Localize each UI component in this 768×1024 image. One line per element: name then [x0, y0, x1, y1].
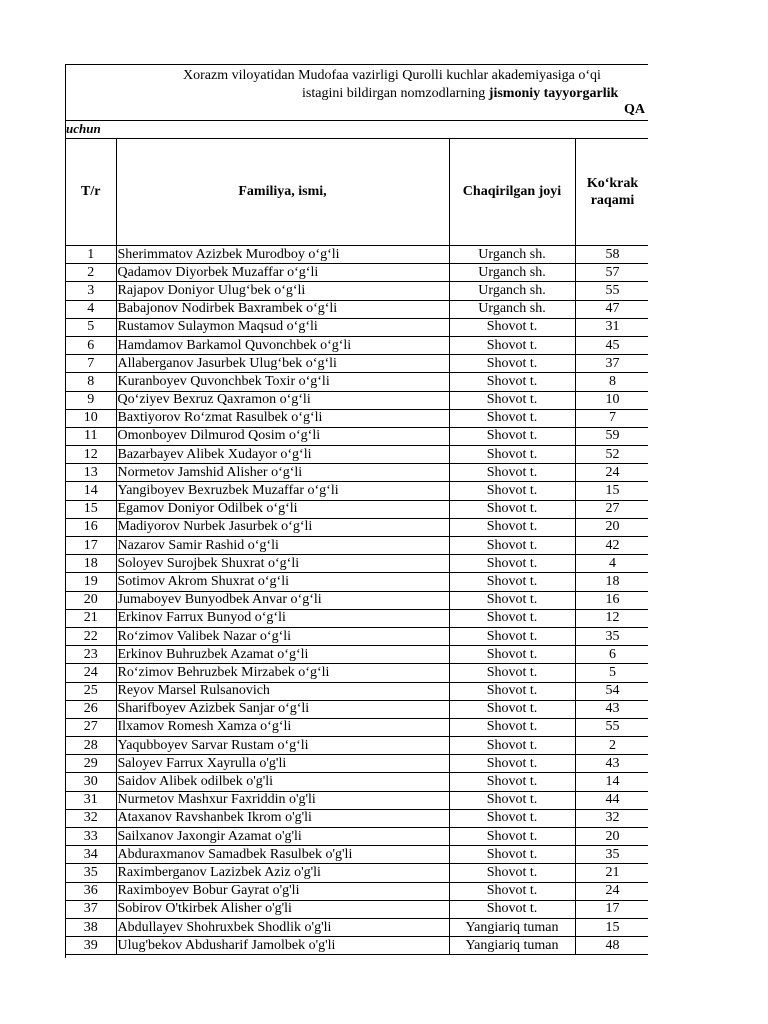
candidate-name: Jumaboyev Bunyodbek Anvar o‘g‘li	[116, 591, 449, 609]
row-number: 25	[66, 682, 116, 700]
table-row	[66, 937, 648, 955]
candidate-name: Sherimmatov Azizbek Murodboy o‘g‘li	[116, 246, 449, 264]
candidate-name: Kuranboyev Quvonchbek Toxir o‘g‘li	[116, 373, 449, 391]
column-header-chest-number	[575, 139, 648, 246]
table-row	[66, 427, 648, 445]
title-line-2-bold: jismoniy tayyorgarlik	[488, 86, 619, 101]
row-number: 18	[66, 555, 116, 573]
candidate-name: Allaberganov Jasurbek Ulug‘bek o‘g‘li	[116, 355, 449, 373]
candidate-name: Rajapov Doniyor Ulug‘bek o‘g‘li	[116, 282, 449, 300]
call-up-place: Shovot t.	[449, 609, 575, 627]
call-up-place: Shovot t.	[449, 555, 575, 573]
title-line-2	[302, 85, 618, 103]
chest-number: 7	[575, 409, 648, 427]
row-number: 4	[66, 300, 116, 318]
candidates-table	[66, 138, 648, 955]
table-row	[66, 446, 648, 464]
chest-number: 20	[575, 828, 648, 846]
chest-number: 14	[575, 773, 648, 791]
row-number: 11	[66, 427, 116, 445]
candidate-name: Raximboyev Bobur Gayrat o'g'li	[116, 882, 449, 900]
column-header-place: Chaqirilgan joyi	[449, 139, 575, 246]
row-number: 24	[66, 664, 116, 682]
row-number: 12	[66, 446, 116, 464]
chest-number: 32	[575, 809, 648, 827]
column-header-number: T/r	[66, 139, 116, 246]
chest-number: 54	[575, 682, 648, 700]
call-up-place: Shovot t.	[449, 336, 575, 354]
call-up-place: Urganch sh.	[449, 300, 575, 318]
chest-number: 59	[575, 427, 648, 445]
row-number: 2	[66, 264, 116, 282]
call-up-place: Shovot t.	[449, 391, 575, 409]
row-number: 31	[66, 791, 116, 809]
chest-number: 15	[575, 482, 648, 500]
call-up-place: Shovot t.	[449, 809, 575, 827]
column-header-name: Familiya, ismi,	[116, 139, 449, 246]
candidate-name: Saloyev Farrux Xayrulla o'g'li	[116, 755, 449, 773]
row-number: 36	[66, 882, 116, 900]
table-row	[66, 464, 648, 482]
chest-number: 47	[575, 300, 648, 318]
table-row	[66, 246, 648, 264]
candidate-name: Erkinov Buhruzbek Azamat o‘g‘li	[116, 646, 449, 664]
table-row	[66, 791, 648, 809]
table-row	[66, 682, 648, 700]
subtitle-uchun: uchun	[66, 121, 101, 136]
table-row	[66, 700, 648, 718]
row-number: 32	[66, 809, 116, 827]
call-up-place: Shovot t.	[449, 773, 575, 791]
row-number: 22	[66, 627, 116, 645]
table-body	[66, 246, 648, 955]
row-number: 10	[66, 409, 116, 427]
call-up-place: Shovot t.	[449, 464, 575, 482]
chest-number: 5	[575, 664, 648, 682]
call-up-place: Shovot t.	[449, 409, 575, 427]
candidate-name: Madiyorov Nurbek Jasurbek o‘g‘li	[116, 518, 449, 536]
table-row	[66, 882, 648, 900]
table-row	[66, 591, 648, 609]
call-up-place: Shovot t.	[449, 664, 575, 682]
call-up-place: Yangiariq tuman	[449, 937, 575, 955]
row-number: 13	[66, 464, 116, 482]
row-number: 17	[66, 537, 116, 555]
candidate-name: Raximberganov Lazizbek Aziz o'g'li	[116, 864, 449, 882]
table-row	[66, 409, 648, 427]
table-row	[66, 573, 648, 591]
table-row	[66, 773, 648, 791]
candidate-name: Sobirov O'tkirbek Alisher o'g'li	[116, 900, 449, 918]
table-row	[66, 482, 648, 500]
call-up-place: Urganch sh.	[449, 246, 575, 264]
table-row	[66, 300, 648, 318]
candidate-name: Ulug'bekov Abdusharif Jamolbek o'g'li	[116, 937, 449, 955]
row-number: 15	[66, 500, 116, 518]
row-number: 1	[66, 246, 116, 264]
document-title	[66, 65, 648, 121]
candidate-name: Nurmetov Mashxur Faxriddin o'g'li	[116, 791, 449, 809]
chest-number: 58	[575, 246, 648, 264]
table-row	[66, 264, 648, 282]
call-up-place: Shovot t.	[449, 591, 575, 609]
call-up-place: Shovot t.	[449, 700, 575, 718]
call-up-place: Shovot t.	[449, 446, 575, 464]
row-number: 9	[66, 391, 116, 409]
table-row	[66, 809, 648, 827]
title-line-1: Xorazm viloyatidan Mudofaa vazirligi Qurolli kuchlar akademiyasiga o‘qi	[183, 68, 601, 83]
row-number: 20	[66, 591, 116, 609]
chest-number: 24	[575, 464, 648, 482]
chest-number: 10	[575, 391, 648, 409]
chest-number: 15	[575, 918, 648, 936]
call-up-place: Shovot t.	[449, 864, 575, 882]
table-row	[66, 500, 648, 518]
table-row	[66, 918, 648, 936]
call-up-place: Shovot t.	[449, 427, 575, 445]
title-line-2-text: istagini bildirgan nomzodlarning	[302, 86, 489, 101]
table-row	[66, 755, 648, 773]
chest-number: 43	[575, 755, 648, 773]
call-up-place: Urganch sh.	[449, 282, 575, 300]
chest-number: 44	[575, 791, 648, 809]
table-row	[66, 609, 648, 627]
row-number: 16	[66, 518, 116, 536]
row-number: 6	[66, 336, 116, 354]
call-up-place: Shovot t.	[449, 791, 575, 809]
table-row	[66, 900, 648, 918]
row-number: 28	[66, 737, 116, 755]
chest-number: 37	[575, 355, 648, 373]
call-up-place: Shovot t.	[449, 737, 575, 755]
row-number: 26	[66, 700, 116, 718]
call-up-place: Shovot t.	[449, 482, 575, 500]
candidate-name: Ataxanov Ravshanbek Ikrom o'g'li	[116, 809, 449, 827]
chest-number: 27	[575, 500, 648, 518]
call-up-place: Shovot t.	[449, 828, 575, 846]
table-row	[66, 336, 648, 354]
table-row	[66, 391, 648, 409]
chest-number: 6	[575, 646, 648, 664]
chest-number: 21	[575, 864, 648, 882]
candidate-name: Qo‘ziyev Bexruz Qaxramon o‘g‘li	[116, 391, 449, 409]
table-row	[66, 846, 648, 864]
row-number: 37	[66, 900, 116, 918]
spreadsheet-page	[65, 64, 648, 958]
candidate-name: Normetov Jamshid Alisher o‘g‘li	[116, 464, 449, 482]
candidate-name: Abdullayev Shohruxbek Shodlik o'g'li	[116, 918, 449, 936]
table-row	[66, 282, 648, 300]
table-row	[66, 355, 648, 373]
table-row	[66, 718, 648, 736]
column-header-chest-label: Ko‘krak raqami	[586, 176, 639, 208]
candidate-name: Sotimov Akrom Shuxrat o‘g‘li	[116, 573, 449, 591]
chest-number: 16	[575, 591, 648, 609]
call-up-place: Shovot t.	[449, 627, 575, 645]
row-number: 34	[66, 846, 116, 864]
row-number: 14	[66, 482, 116, 500]
chest-number: 31	[575, 318, 648, 336]
row-number: 27	[66, 718, 116, 736]
row-number: 5	[66, 318, 116, 336]
table-row	[66, 646, 648, 664]
candidate-name: Abduraxmanov Samadbek Rasulbek o'g'li	[116, 846, 449, 864]
call-up-place: Shovot t.	[449, 500, 575, 518]
call-up-place: Shovot t.	[449, 682, 575, 700]
chest-number: 52	[575, 446, 648, 464]
table-row	[66, 373, 648, 391]
table-row	[66, 627, 648, 645]
row-number: 8	[66, 373, 116, 391]
chest-number: 4	[575, 555, 648, 573]
row-number: 33	[66, 828, 116, 846]
row-number: 3	[66, 282, 116, 300]
call-up-place: Shovot t.	[449, 537, 575, 555]
chest-number: 2	[575, 737, 648, 755]
candidate-name: Yangiboyev Bexruzbek Muzaffar o‘g‘li	[116, 482, 449, 500]
row-number: 7	[66, 355, 116, 373]
chest-number: 12	[575, 609, 648, 627]
chest-number: 57	[575, 264, 648, 282]
candidate-name: Egamov Doniyor Odilbek o‘g‘li	[116, 500, 449, 518]
call-up-place: Shovot t.	[449, 646, 575, 664]
candidate-name: Reyov Marsel Rulsanovich	[116, 682, 449, 700]
row-number: 35	[66, 864, 116, 882]
table-row	[66, 555, 648, 573]
table-header-row	[66, 139, 648, 246]
table-row	[66, 864, 648, 882]
row-number: 29	[66, 755, 116, 773]
chest-number: 35	[575, 627, 648, 645]
call-up-place: Shovot t.	[449, 355, 575, 373]
table-row	[66, 737, 648, 755]
row-number: 39	[66, 937, 116, 955]
candidate-name: Soloyev Surojbek Shuxrat o‘g‘li	[116, 555, 449, 573]
call-up-place: Shovot t.	[449, 846, 575, 864]
candidate-name: Qadamov Diyorbek Muzaffar o‘g‘li	[116, 264, 449, 282]
candidate-name: Omonboyev Dilmurod Qosim o‘g‘li	[116, 427, 449, 445]
title-line-3: QA	[624, 102, 645, 117]
chest-number: 42	[575, 537, 648, 555]
row-number: 21	[66, 609, 116, 627]
call-up-place: Shovot t.	[449, 318, 575, 336]
row-number: 23	[66, 646, 116, 664]
row-number: 38	[66, 918, 116, 936]
table-row	[66, 318, 648, 336]
call-up-place: Shovot t.	[449, 755, 575, 773]
candidate-name: Hamdamov Barkamol Quvonchbek o‘g‘li	[116, 336, 449, 354]
candidate-name: Bazarbayev Alibek Xudayor o‘g‘li	[116, 446, 449, 464]
candidate-name: Yaqubboyev Sarvar Rustam o‘g‘li	[116, 737, 449, 755]
candidate-name: Nazarov Samir Rashid o‘g‘li	[116, 537, 449, 555]
candidate-name: Ilxamov Romesh Xamza o‘g‘li	[116, 718, 449, 736]
candidate-name: Rustamov Sulaymon Maqsud o‘g‘li	[116, 318, 449, 336]
chest-number: 55	[575, 282, 648, 300]
call-up-place: Shovot t.	[449, 573, 575, 591]
row-number: 30	[66, 773, 116, 791]
chest-number: 43	[575, 700, 648, 718]
candidate-name: Baxtiyorov Ro‘zmat Rasulbek o‘g‘li	[116, 409, 449, 427]
call-up-place: Yangiariq tuman	[449, 918, 575, 936]
chest-number: 35	[575, 846, 648, 864]
candidate-name: Erkinov Farrux Bunyod o‘g‘li	[116, 609, 449, 627]
chest-number: 24	[575, 882, 648, 900]
call-up-place: Shovot t.	[449, 518, 575, 536]
candidate-name: Ro‘zimov Valibek Nazar o‘g‘li	[116, 627, 449, 645]
chest-number: 48	[575, 937, 648, 955]
table-row	[66, 537, 648, 555]
chest-number: 18	[575, 573, 648, 591]
call-up-place: Shovot t.	[449, 373, 575, 391]
chest-number: 17	[575, 900, 648, 918]
candidate-name: Saidov Alibek odilbek o'g'li	[116, 773, 449, 791]
candidate-name: Babajonov Nodirbek Baxrambek o‘g‘li	[116, 300, 449, 318]
chest-number: 8	[575, 373, 648, 391]
candidate-name: Sailxanov Jaxongir Azamat o'g'li	[116, 828, 449, 846]
row-number: 19	[66, 573, 116, 591]
table-row	[66, 664, 648, 682]
call-up-place: Shovot t.	[449, 900, 575, 918]
call-up-place: Shovot t.	[449, 718, 575, 736]
candidate-name: Ro‘zimov Behruzbek Mirzabek o‘g‘li	[116, 664, 449, 682]
candidate-name: Sharifboyev Azizbek Sanjar o‘g‘li	[116, 700, 449, 718]
call-up-place: Urganch sh.	[449, 264, 575, 282]
call-up-place: Shovot t.	[449, 882, 575, 900]
chest-number: 45	[575, 336, 648, 354]
table-row	[66, 518, 648, 536]
chest-number: 20	[575, 518, 648, 536]
table-row	[66, 828, 648, 846]
chest-number: 55	[575, 718, 648, 736]
